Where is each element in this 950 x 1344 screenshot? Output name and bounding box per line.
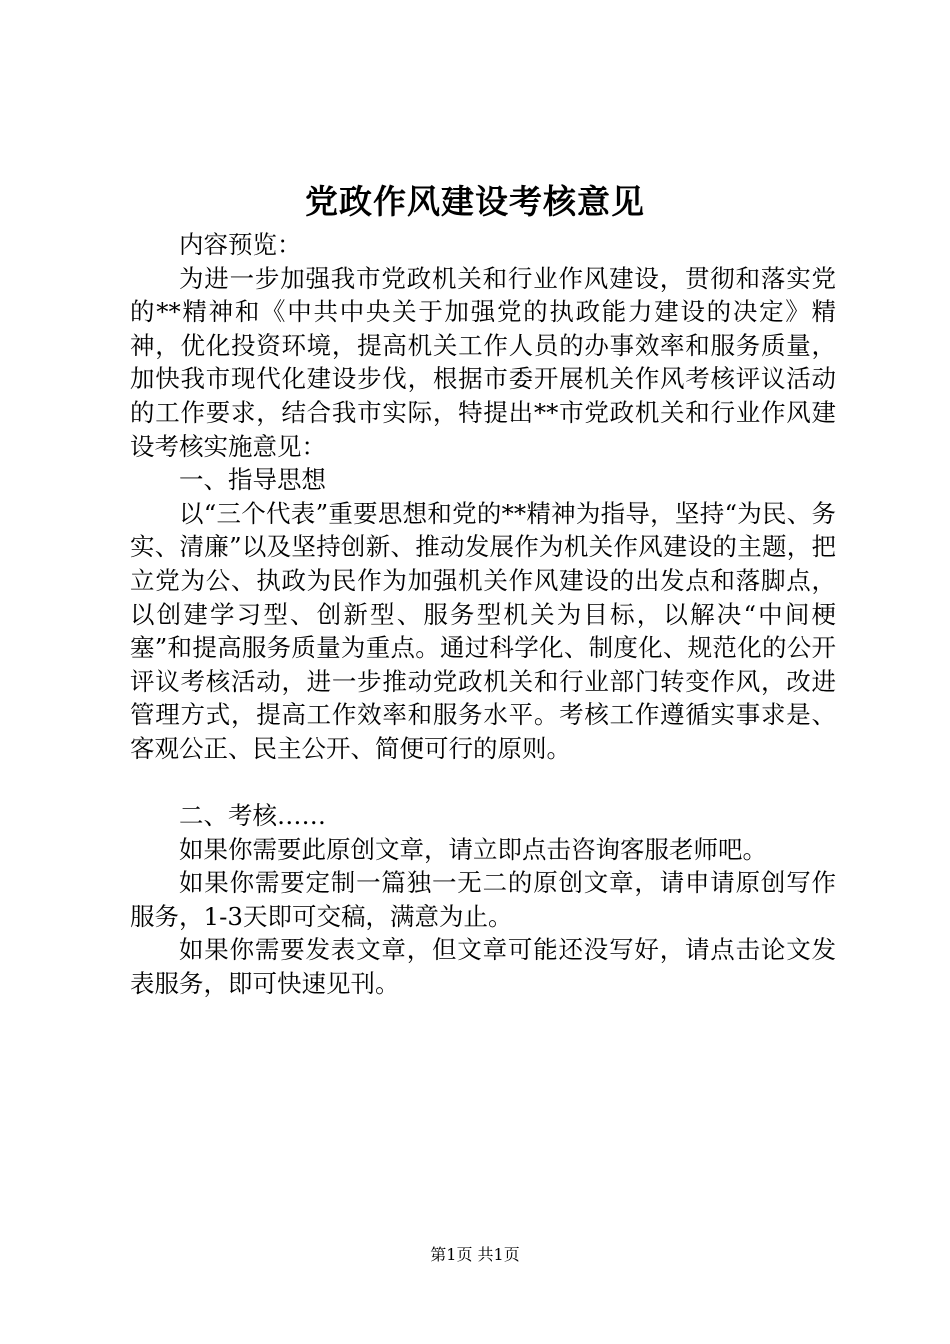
document-title: 党政作风建设考核意见 bbox=[305, 182, 645, 221]
section1-heading: 一、指导思想 bbox=[179, 465, 326, 495]
intro-paragraph: 为进一步加强我市党政机关和行业作风建设，贯彻和落实党的**精神和《中共中央关于加强党的执政能力建设的决定》精神，优化投资环境，提高机关工作人员的办事效率和服务质量，加快我市现代化建设步伐，根据市委开展机关作风考核评议活动的工作要求，结合我市实际，特提出**市党政机关和行业作风建设考核实施意见： bbox=[130, 263, 836, 461]
section2-heading: 二、考核…… bbox=[179, 801, 326, 831]
document-body bbox=[130, 228, 836, 1001]
notice-paragraph-1[interactable]: 如果你需要此原创文章，请立即点击咨询客服老师吧。 bbox=[179, 834, 767, 864]
page-footer: 第1页 共1页 bbox=[430, 1245, 520, 1264]
preview-label: 内容预览： bbox=[179, 230, 302, 259]
section1-paragraph: 以“三个代表”重要思想和党的**精神为指导，坚持“为民、务实、清廉”以及坚持创新、推动发展作为机关作风建设的主题，把立党为公、执政为民作为加强机关作风建设的出发点和落脚点，以创建学习型、创新型、服务型机关为目标，以解决“中间梗塞”和提高服务质量为重点。通过科学化、制度化、规范化的公开评议考核活动，进一步推动党政机关和行业部门转变作风，改进管理方式，提高工作效率和服务水平。考核工作遵循实事求是、客观公正、民主公开、简便可行的原则。 bbox=[130, 498, 836, 763]
notice-paragraph-3[interactable]: 如果你需要发表文章，但文章可能还没写好，请点击论文发表服务，即可快速见刊。 bbox=[130, 935, 836, 999]
notice-paragraph-2[interactable]: 如果你需要定制一篇独一无二的原创文章，请申请原创写作服务，1-3天即可交稿，满意为止。 bbox=[130, 868, 836, 931]
